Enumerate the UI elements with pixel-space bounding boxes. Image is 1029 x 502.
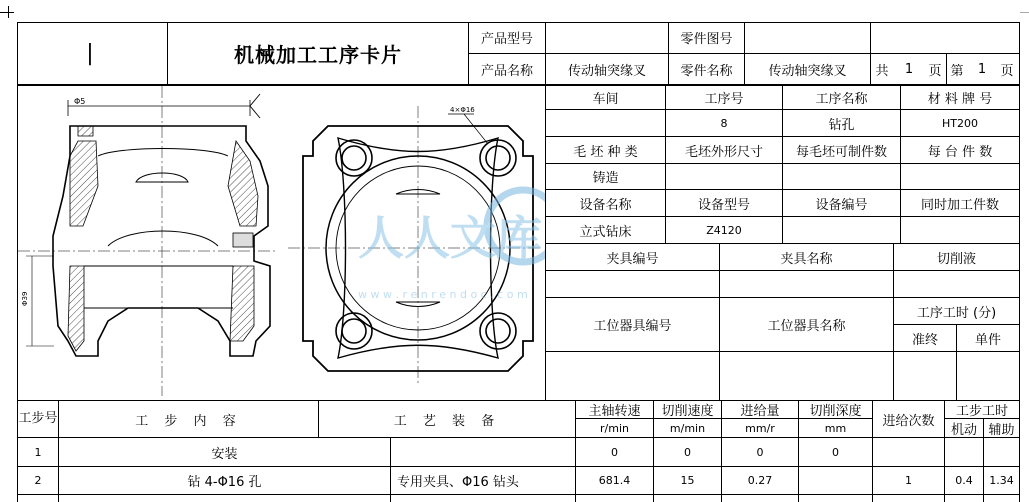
row-1-depth: 0 — [832, 445, 839, 459]
page-unit-2: 页 — [1000, 63, 1014, 79]
equipment-no-label: 设备编号 — [815, 197, 868, 213]
product-model-value — [546, 22, 668, 53]
per-machine-label: 每 台 件 数 — [927, 144, 993, 160]
row-2-no: 2 — [34, 474, 42, 487]
header-mark: | — [86, 40, 94, 66]
watermark — [358, 190, 545, 301]
part-drawing-no-value — [745, 22, 870, 53]
part-name-value: 传动轴突缘叉 — [768, 63, 847, 79]
crop-mark — [8, 6, 9, 18]
col-spindle-speed: 主轴转速 — [588, 404, 641, 418]
row-2-aux: 1.34 — [989, 474, 1014, 487]
watermark-url: w w w . r e n r e n d o c . c o m — [358, 288, 528, 301]
row-2-depth — [799, 467, 872, 494]
row-1-machine — [945, 438, 983, 466]
blank-type-value: 铸造 — [592, 171, 619, 186]
equipment-name-label: 设备名称 — [579, 197, 632, 213]
fixture-no-label: 夹具编号 — [606, 251, 659, 267]
col-spindle-unit: r/min — [600, 421, 629, 435]
product-name-value: 传动轴突缘叉 — [567, 63, 646, 79]
total-pages-label: 共 — [875, 63, 889, 79]
col-depth-unit: mm — [824, 421, 847, 435]
process-name-value: 钻孔 — [828, 117, 855, 133]
col-equipment: 工 艺 装 备 — [393, 413, 501, 429]
col-cutting-speed: 切削速度 — [661, 404, 714, 418]
blank-size-label: 毛坯外形尺寸 — [684, 144, 763, 160]
process-time-label: 工序工时 (分) — [916, 305, 997, 321]
col-machine-time: 机动 — [950, 422, 977, 437]
product-model-label: 产品型号 — [480, 32, 533, 47]
row-1-equipment — [391, 438, 575, 466]
process-no-label: 工序号 — [704, 91, 744, 107]
row-1-speed: 0 — [611, 445, 618, 459]
equipment-name-value: 立式钻床 — [579, 224, 632, 240]
section-view — [18, 86, 278, 396]
col-aux-time: 辅助 — [988, 422, 1015, 437]
blank-type-label: 毛 坯 种 类 — [573, 144, 638, 160]
crop-mark — [1020, 12, 1029, 13]
simultaneous-label: 同时加工件数 — [920, 197, 999, 213]
row-2-content: 钻 4-Φ16 孔 — [187, 475, 262, 490]
coolant-label: 切削液 — [936, 251, 976, 267]
line — [545, 270, 1020, 271]
col-feed-count: 进给次数 — [882, 413, 935, 429]
prep-end-label: 准终 — [911, 332, 938, 348]
workshop-label: 车间 — [592, 91, 619, 107]
product-name-label: 产品名称 — [480, 63, 533, 79]
row-2-cut-speed: 15 — [680, 474, 695, 487]
page-unit: 页 — [928, 63, 942, 79]
parts-per-blank-label: 每毛坯可制件数 — [795, 144, 887, 160]
station-tool-name-label: 工位器具名称 — [767, 319, 846, 334]
equipment-model-label: 设备型号 — [697, 197, 750, 213]
watermark-text: 人人文库 — [358, 211, 542, 265]
row-1-count — [873, 438, 944, 466]
col-depth: 切削深度 — [809, 404, 862, 418]
dim-side: Φ39 — [21, 291, 29, 306]
dim-holes: 4×Φ16 — [450, 106, 475, 114]
row-2-count: 1 — [905, 474, 912, 487]
row-2-equipment: 专用夹具、Φ16 钻头 — [397, 475, 519, 490]
total-pages-value: 1 — [904, 61, 914, 77]
col-step-time: 工步工时 — [955, 404, 1008, 418]
row-2-speed: 681.4 — [598, 474, 631, 487]
col-feed-unit: mm/r — [745, 421, 775, 435]
row-1-feed: 0 — [756, 445, 764, 459]
border-right — [1019, 22, 1020, 502]
crop-mark — [0, 12, 14, 13]
page-title: 机械加工工序卡片 — [234, 42, 402, 67]
col-cutting-unit: m/min — [669, 421, 706, 435]
single-piece-label: 单件 — [974, 332, 1001, 348]
part-drawing-no-label: 零件图号 — [680, 32, 733, 47]
row-1-aux — [984, 438, 1019, 466]
col-feed: 进给量 — [740, 404, 780, 418]
material-label: 材 料 牌 号 — [927, 91, 993, 107]
station-tool-no-label: 工位器具编号 — [593, 319, 672, 334]
line — [17, 494, 1020, 495]
current-page-label: 第 — [950, 63, 964, 79]
process-name-label: 工序名称 — [815, 91, 868, 107]
row-2-machine: 0.4 — [955, 474, 973, 487]
workshop-value — [546, 110, 665, 136]
material-value: HT200 — [942, 116, 978, 130]
process-no-value: 8 — [720, 116, 728, 130]
current-page-value: 1 — [977, 61, 987, 77]
row-2-feed: 0.27 — [747, 474, 773, 487]
row-1-no: 1 — [34, 445, 42, 459]
col-step-content: 工 步 内 容 — [135, 413, 242, 429]
row-1-content: 安装 — [211, 446, 238, 462]
col-step-no: 工步号 — [18, 411, 58, 426]
fixture-name-label: 夹具名称 — [780, 251, 833, 267]
dim-diameter: Φ5 — [74, 97, 86, 106]
equipment-model-value: Z4120 — [706, 223, 742, 237]
row-1-cut-speed: 0 — [684, 445, 691, 459]
line — [545, 351, 1020, 352]
part-name-label: 零件名称 — [680, 63, 733, 79]
part-drawing — [18, 86, 545, 400]
